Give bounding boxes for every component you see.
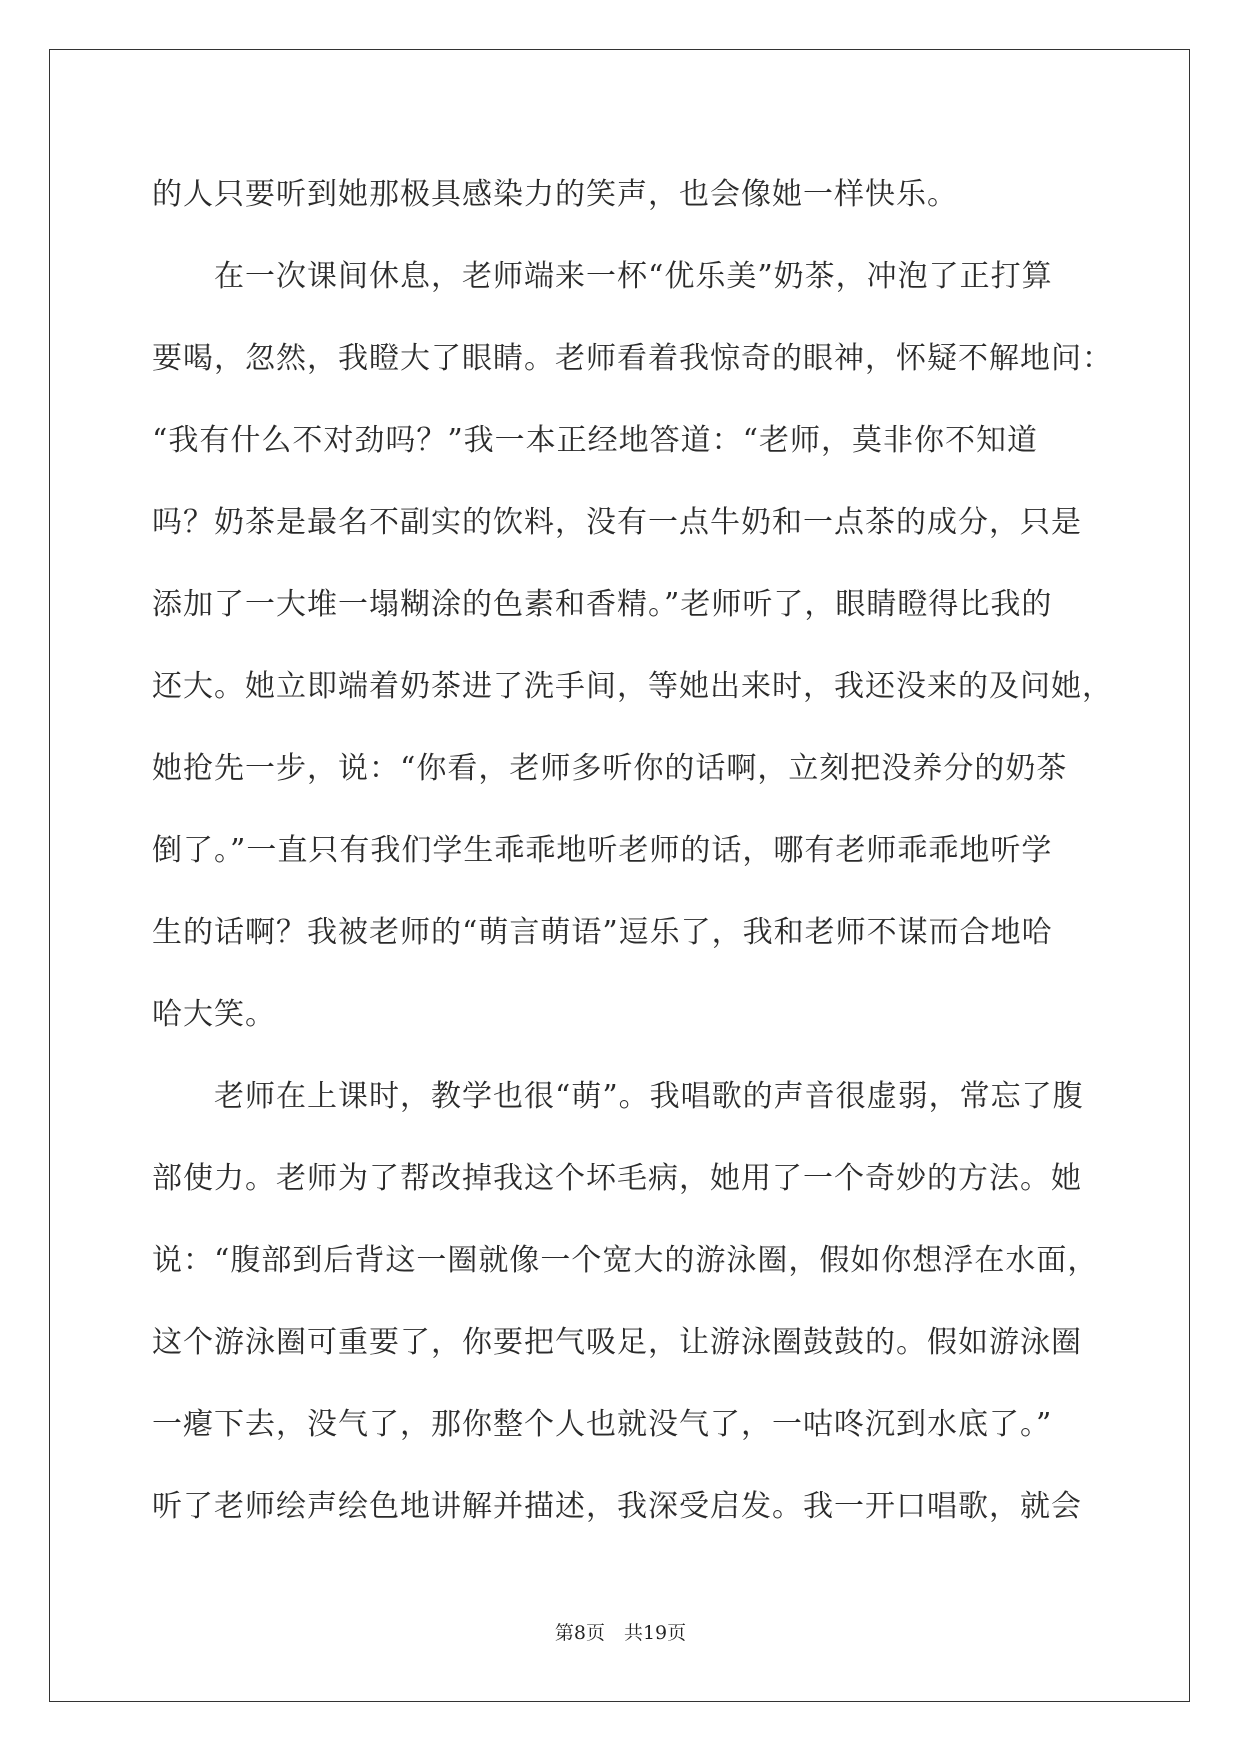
text-line: 倒了。”一直只有我们学生乖乖地听老师的话，哪有老师乖乖地听学 — [152, 833, 1053, 868]
text-line: 吗？奶茶是最名不副实的饮料，没有一点牛奶和一点茶的成分，只是 — [152, 505, 1082, 540]
text-line: 一瘪下去，没气了，那你整个人也就没气了，一咕咚沉到水底了。” — [152, 1407, 1053, 1442]
text-line: 添加了一大堆一塌糊涂的色素和香精。”老师听了，眼睛瞪得比我的 — [152, 587, 1053, 622]
text-line: 在一次课间休息，老师端来一杯“优乐美”奶茶，冲泡了正打算 — [214, 259, 1053, 294]
document-body — [152, 154, 1113, 1548]
text-line: 她抢先一步，说：“你看，老师多听你的话啊，立刻把没养分的奶茶 — [152, 751, 1068, 786]
text-line: 要喝，忽然，我瞪大了眼睛。老师看着我惊奇的眼神，怀疑不解地问： — [152, 341, 1113, 376]
text-line: 还大。她立即端着奶茶进了洗手间，等她出来时，我还没来的及问她， — [152, 669, 1113, 704]
text-line: 生的话啊？我被老师的“萌言萌语”逗乐了，我和老师不谋而合地哈 — [152, 915, 1053, 950]
text-line: 的人只要听到她那极具感染力的笑声，也会像她一样快乐。 — [152, 177, 958, 212]
text-line: 说：“腹部到后背这一圈就像一个宽大的游泳圈，假如你想浮在水面， — [152, 1243, 1099, 1278]
text-line: 哈大笑。 — [152, 997, 276, 1032]
text-line: “我有什么不对劲吗？”我一本正经地答道：“老师，莫非你不知道 — [152, 423, 1039, 458]
text-line: 这个游泳圈可重要了，你要把气吸足，让游泳圈鼓鼓的。假如游泳圈 — [152, 1325, 1082, 1360]
text-line: 听了老师绘声绘色地讲解并描述，我深受启发。我一开口唱歌，就会 — [152, 1489, 1082, 1524]
text-line: 老师在上课时，教学也很“萌”。我唱歌的声音很虚弱，常忘了腹 — [214, 1079, 1084, 1114]
page-number-footer: 第8页 共19页 — [554, 1622, 687, 1644]
text-line: 部使力。老师为了帮改掉我这个坏毛病，她用了一个奇妙的方法。她 — [152, 1161, 1082, 1196]
